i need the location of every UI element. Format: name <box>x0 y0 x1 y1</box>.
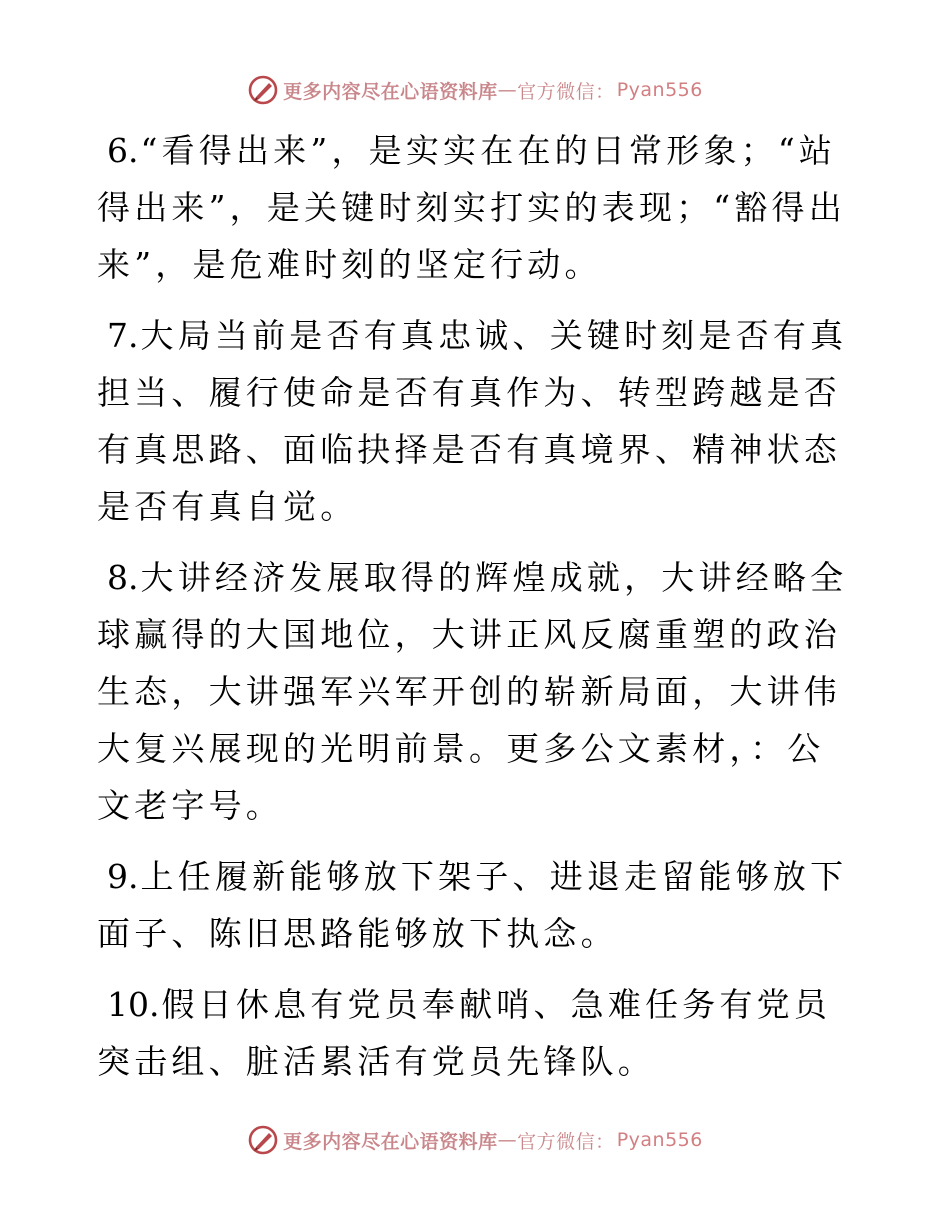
paragraph-number: 8. <box>107 558 139 597</box>
pen-logo-icon <box>247 74 279 106</box>
header-dash: — <box>497 79 518 101</box>
paragraph-text: “看得出来”，是实实在在的日常形象；“站得出来”，是关键时刻实打实的表现；“豁得出来”，是危难时刻的坚定行动。 <box>97 131 846 284</box>
header-banner <box>0 70 950 110</box>
header-brand-text: 更多内容尽在心语资料库 <box>283 80 498 103</box>
paragraph-number: 6. <box>107 131 139 170</box>
paragraph-text: 大讲经济发展取得的辉煌成就，大讲经略全球赢得的大国地位，大讲正风反腐重塑的政治生态，大讲强军兴军开创的崭新局面，大讲伟大复兴展现的光明前景。更多公文素材，：公文老字号。 <box>97 558 848 825</box>
paragraph-text: 上任履新能够放下架子、进退走留能够放下面子、陈旧思路能够放下执念。 <box>97 857 848 953</box>
document-body <box>97 122 857 1104</box>
paragraph-text: 假日休息有党员奉献哨、急难任务有党员突击组、脏活累活有党员先锋队。 <box>97 985 832 1081</box>
paragraph-10 <box>97 976 857 1090</box>
footer-brand-text: 更多内容尽在心语资料库 <box>283 1130 498 1153</box>
header-wechat-id: Pyan556 <box>616 79 703 101</box>
paragraph-9 <box>97 848 857 962</box>
paragraph-8 <box>97 549 857 834</box>
paragraph-7 <box>97 307 857 535</box>
paragraph-number: 10. <box>107 985 160 1024</box>
paragraph-text: 大局当前是否有真忠诚、关键时刻是否有真担当、履行使命是否有真作为、转型跨越是否有真思路、面临抉择是否有真境界、精神状态是否有真自觉。 <box>97 316 848 526</box>
header-wechat-label: 官方微信： <box>517 80 615 103</box>
footer-wechat-id: Pyan556 <box>616 1129 703 1151</box>
paragraph-6 <box>97 122 857 293</box>
pen-logo-icon <box>247 1124 279 1156</box>
footer-dash: — <box>497 1129 518 1151</box>
footer-banner <box>0 1120 950 1160</box>
paragraph-number: 7. <box>107 316 139 355</box>
paragraph-number: 9. <box>107 857 139 896</box>
footer-wechat-label: 官方微信： <box>517 1130 615 1153</box>
